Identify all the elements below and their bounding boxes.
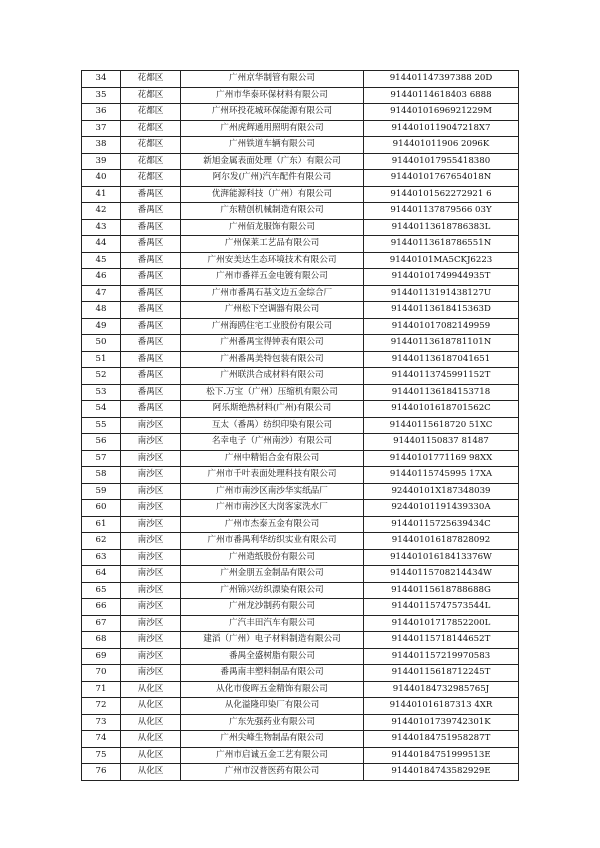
row-number-cell: 62 xyxy=(82,533,121,550)
company-name-cell: 广州市番祥五金电镀有限公司 xyxy=(181,269,364,286)
credit-code-cell: 91440101739742301K xyxy=(364,714,519,731)
row-number-cell: 70 xyxy=(82,665,121,682)
row-number-cell: 59 xyxy=(82,483,121,500)
credit-code-cell: 91440101749944935T xyxy=(364,269,519,286)
company-name-cell: 广州安美达生态环境技术有限公司 xyxy=(181,252,364,269)
row-number-cell: 49 xyxy=(82,318,121,335)
row-number-cell: 65 xyxy=(82,582,121,599)
company-name-cell: 广州市汉普医药有限公司 xyxy=(181,764,364,781)
row-number-cell: 74 xyxy=(82,731,121,748)
credit-code-cell: 91440101618413376W xyxy=(364,549,519,566)
district-cell: 番禺区 xyxy=(121,351,181,368)
row-number-cell: 37 xyxy=(82,120,121,137)
table-row xyxy=(82,747,519,764)
table-row xyxy=(82,417,519,434)
credit-code-cell: 91440115718144652T xyxy=(364,632,519,649)
credit-code-cell: 914401147397388 20D xyxy=(364,71,519,88)
row-number-cell: 50 xyxy=(82,335,121,352)
row-number-cell: 40 xyxy=(82,170,121,187)
row-number-cell: 45 xyxy=(82,252,121,269)
credit-code-cell: 914401016187313 4XR xyxy=(364,698,519,715)
credit-code-cell: 91440114618403 6888 xyxy=(364,87,519,104)
company-name-cell: 广汽丰田汽车有限公司 xyxy=(181,615,364,632)
company-name-cell: 广州市南沙区大岗客家洗水厂 xyxy=(181,500,364,517)
company-name-cell: 广州京华制管有限公司 xyxy=(181,71,364,88)
district-cell: 南沙区 xyxy=(121,632,181,649)
company-name-cell: 广州市番禺利华纺织实业有限公司 xyxy=(181,533,364,550)
table-row xyxy=(82,681,519,698)
credit-code-cell: 91440184732985765J xyxy=(364,681,519,698)
row-number-cell: 52 xyxy=(82,368,121,385)
table-row xyxy=(82,632,519,649)
row-number-cell: 75 xyxy=(82,747,121,764)
district-cell: 南沙区 xyxy=(121,483,181,500)
credit-code-cell: 91440115745995 17XA xyxy=(364,467,519,484)
row-number-cell: 38 xyxy=(82,137,121,154)
credit-code-cell: 91440184751958287T xyxy=(364,731,519,748)
row-number-cell: 64 xyxy=(82,566,121,583)
row-number-cell: 72 xyxy=(82,698,121,715)
credit-code-cell: 914401017955418380 xyxy=(364,153,519,170)
credit-code-cell: 91440101771169 98XX xyxy=(364,450,519,467)
company-name-cell: 广东先强药业有限公司 xyxy=(181,714,364,731)
credit-code-cell: 91440115618720 51XC xyxy=(364,417,519,434)
district-cell: 南沙区 xyxy=(121,450,181,467)
district-cell: 从化区 xyxy=(121,747,181,764)
row-number-cell: 67 xyxy=(82,615,121,632)
district-cell: 番禺区 xyxy=(121,384,181,401)
table-row xyxy=(82,549,519,566)
credit-code-cell: 91440101562272921 6 xyxy=(364,186,519,203)
company-name-cell: 广州市番禺石基文边五金综合厂 xyxy=(181,285,364,302)
table-row xyxy=(82,186,519,203)
district-cell: 花都区 xyxy=(121,120,181,137)
credit-code-cell: 91440115618712245T xyxy=(364,665,519,682)
credit-code-cell: 91440113618786383L xyxy=(364,219,519,236)
row-number-cell: 55 xyxy=(82,417,121,434)
row-number-cell: 69 xyxy=(82,648,121,665)
credit-code-cell: 91440115725639434C xyxy=(364,516,519,533)
credit-code-cell: 914401016187828092 xyxy=(364,533,519,550)
row-number-cell: 63 xyxy=(82,549,121,566)
district-cell: 南沙区 xyxy=(121,500,181,517)
row-number-cell: 41 xyxy=(82,186,121,203)
table-row xyxy=(82,137,519,154)
district-cell: 番禺区 xyxy=(121,285,181,302)
table-row xyxy=(82,714,519,731)
table-row xyxy=(82,665,519,682)
table-row xyxy=(82,384,519,401)
district-cell: 番禺区 xyxy=(121,335,181,352)
credit-code-cell: 91440101618701562C xyxy=(364,401,519,418)
credit-code-cell: 914401011906 2096K xyxy=(364,137,519,154)
row-number-cell: 46 xyxy=(82,269,121,286)
row-number-cell: 58 xyxy=(82,467,121,484)
credit-code-cell: 91440113191438127U xyxy=(364,285,519,302)
credit-code-cell: 91440113618786551N xyxy=(364,236,519,253)
row-number-cell: 35 xyxy=(82,87,121,104)
company-name-cell: 广州松下空调器有限公司 xyxy=(181,302,364,319)
company-name-cell: 广州中精铝合金有限公司 xyxy=(181,450,364,467)
table-row xyxy=(82,170,519,187)
row-number-cell: 54 xyxy=(82,401,121,418)
row-number-cell: 61 xyxy=(82,516,121,533)
credit-code-cell: 91440101767654018N xyxy=(364,170,519,187)
company-name-cell: 广州尖峰生物制品有限公司 xyxy=(181,731,364,748)
company-name-cell: 优湃能源科技（广州）有限公司 xyxy=(181,186,364,203)
table-row xyxy=(82,87,519,104)
company-name-cell: 广州联洪合成材料有限公司 xyxy=(181,368,364,385)
table-row xyxy=(82,120,519,137)
district-cell: 南沙区 xyxy=(121,516,181,533)
table-row xyxy=(82,599,519,616)
row-number-cell: 56 xyxy=(82,434,121,451)
table-row xyxy=(82,236,519,253)
credit-code-cell: 91440113618781101N xyxy=(364,335,519,352)
credit-code-cell: 91440184743582929E xyxy=(364,764,519,781)
district-cell: 南沙区 xyxy=(121,434,181,451)
district-cell: 从化区 xyxy=(121,731,181,748)
table-row xyxy=(82,582,519,599)
enterprise-list-table xyxy=(81,70,519,781)
table-row xyxy=(82,731,519,748)
credit-code-cell: 91440115747573544L xyxy=(364,599,519,616)
company-name-cell: 广州市千叶表面处理科技有限公司 xyxy=(181,467,364,484)
table-row xyxy=(82,302,519,319)
table-row xyxy=(82,450,519,467)
district-cell: 从化区 xyxy=(121,764,181,781)
company-name-cell: 广州龙沙制药有限公司 xyxy=(181,599,364,616)
row-number-cell: 76 xyxy=(82,764,121,781)
table-row xyxy=(82,500,519,517)
table-row xyxy=(82,203,519,220)
district-cell: 番禺区 xyxy=(121,318,181,335)
company-name-cell: 从化溢隆印染厂有限公司 xyxy=(181,698,364,715)
table-row xyxy=(82,483,519,500)
row-number-cell: 43 xyxy=(82,219,121,236)
row-number-cell: 34 xyxy=(82,71,121,88)
district-cell: 南沙区 xyxy=(121,582,181,599)
table-row xyxy=(82,648,519,665)
district-cell: 番禺区 xyxy=(121,203,181,220)
district-cell: 南沙区 xyxy=(121,417,181,434)
company-name-cell: 广州佰龙服饰有限公司 xyxy=(181,219,364,236)
district-cell: 番禺区 xyxy=(121,302,181,319)
credit-code-cell: 92440101191439330A xyxy=(364,500,519,517)
table-row xyxy=(82,153,519,170)
row-number-cell: 42 xyxy=(82,203,121,220)
company-name-cell: 广州市启诚五金工艺有限公司 xyxy=(181,747,364,764)
company-name-cell: 新旭金属表面处理（广东）有限公司 xyxy=(181,153,364,170)
table-row xyxy=(82,615,519,632)
company-name-cell: 广州市南沙区南沙华实纸品厂 xyxy=(181,483,364,500)
district-cell: 南沙区 xyxy=(121,665,181,682)
company-name-cell: 广州番禺宝得钟表有限公司 xyxy=(181,335,364,352)
district-cell: 番禺区 xyxy=(121,236,181,253)
district-cell: 花都区 xyxy=(121,170,181,187)
table-body xyxy=(82,71,519,781)
company-name-cell: 建滔（广州）电子材料制造有限公司 xyxy=(181,632,364,649)
company-name-cell: 番禺全盛树脂有限公司 xyxy=(181,648,364,665)
company-name-cell: 互太（番禺）纺织印染有限公司 xyxy=(181,417,364,434)
table-row xyxy=(82,467,519,484)
credit-code-cell: 91440113745991152T xyxy=(364,368,519,385)
row-number-cell: 36 xyxy=(82,104,121,121)
table-row xyxy=(82,71,519,88)
district-cell: 花都区 xyxy=(121,153,181,170)
company-name-cell: 番禺南丰塑料制品有限公司 xyxy=(181,665,364,682)
table-row xyxy=(82,698,519,715)
company-name-cell: 广州造纸股份有限公司 xyxy=(181,549,364,566)
credit-code-cell: 914401157219970583 xyxy=(364,648,519,665)
company-name-cell: 广东精创机械制造有限公司 xyxy=(181,203,364,220)
table-row xyxy=(82,104,519,121)
row-number-cell: 47 xyxy=(82,285,121,302)
table-row xyxy=(82,219,519,236)
table-row xyxy=(82,318,519,335)
row-number-cell: 53 xyxy=(82,384,121,401)
table-row xyxy=(82,401,519,418)
credit-code-cell: 914401150837 81487 xyxy=(364,434,519,451)
company-name-cell: 广州金朋五金制品有限公司 xyxy=(181,566,364,583)
table-row xyxy=(82,764,519,781)
credit-code-cell: 914401017082149959 xyxy=(364,318,519,335)
table-row xyxy=(82,285,519,302)
district-cell: 花都区 xyxy=(121,104,181,121)
district-cell: 花都区 xyxy=(121,71,181,88)
district-cell: 南沙区 xyxy=(121,566,181,583)
row-number-cell: 57 xyxy=(82,450,121,467)
district-cell: 南沙区 xyxy=(121,533,181,550)
district-cell: 南沙区 xyxy=(121,549,181,566)
credit-code-cell: 92440101X187348039 xyxy=(364,483,519,500)
company-name-cell: 广州铁道车辆有限公司 xyxy=(181,137,364,154)
district-cell: 番禺区 xyxy=(121,219,181,236)
district-cell: 从化区 xyxy=(121,681,181,698)
district-cell: 南沙区 xyxy=(121,467,181,484)
company-name-cell: 松下.万宝（广州）压缩机有限公司 xyxy=(181,384,364,401)
table-row xyxy=(82,434,519,451)
table-row xyxy=(82,533,519,550)
table-row xyxy=(82,351,519,368)
credit-code-cell: 914401137879566 03Y xyxy=(364,203,519,220)
row-number-cell: 73 xyxy=(82,714,121,731)
credit-code-cell: 91440115618788688G xyxy=(364,582,519,599)
company-name-cell: 名幸电子（广州南沙）有限公司 xyxy=(181,434,364,451)
district-cell: 番禺区 xyxy=(121,401,181,418)
company-name-cell: 广州环投花城环保能源有限公司 xyxy=(181,104,364,121)
table-row xyxy=(82,335,519,352)
credit-code-cell: 91440101696921229M xyxy=(364,104,519,121)
company-name-cell: 阿乐斯绝热材料(广州)有限公司 xyxy=(181,401,364,418)
row-number-cell: 44 xyxy=(82,236,121,253)
district-cell: 南沙区 xyxy=(121,599,181,616)
credit-code-cell: 91440101717852200L xyxy=(364,615,519,632)
row-number-cell: 71 xyxy=(82,681,121,698)
table-row xyxy=(82,269,519,286)
district-cell: 从化区 xyxy=(121,714,181,731)
company-name-cell: 从化市俊晖五金精饰有限公司 xyxy=(181,681,364,698)
credit-code-cell: 9144010119047218X7 xyxy=(364,120,519,137)
company-name-cell: 广州锦兴纺织漂染有限公司 xyxy=(181,582,364,599)
credit-code-cell: 914401136184153718 xyxy=(364,384,519,401)
district-cell: 南沙区 xyxy=(121,615,181,632)
company-name-cell: 广州保莱工艺品有限公司 xyxy=(181,236,364,253)
district-cell: 花都区 xyxy=(121,137,181,154)
table-row xyxy=(82,516,519,533)
row-number-cell: 66 xyxy=(82,599,121,616)
credit-code-cell: 91440101MA5CKJ6223 xyxy=(364,252,519,269)
credit-code-cell: 914401136187041651 xyxy=(364,351,519,368)
district-cell: 南沙区 xyxy=(121,648,181,665)
row-number-cell: 39 xyxy=(82,153,121,170)
company-name-cell: 广州市华泰环保材料有限公司 xyxy=(181,87,364,104)
company-name-cell: 广州番禺美特包装有限公司 xyxy=(181,351,364,368)
row-number-cell: 51 xyxy=(82,351,121,368)
row-number-cell: 68 xyxy=(82,632,121,649)
credit-code-cell: 91440184751999513E xyxy=(364,747,519,764)
company-name-cell: 广州市杰泰五金有限公司 xyxy=(181,516,364,533)
district-cell: 从化区 xyxy=(121,698,181,715)
credit-code-cell: 91440115708214434W xyxy=(364,566,519,583)
district-cell: 番禺区 xyxy=(121,368,181,385)
district-cell: 番禺区 xyxy=(121,252,181,269)
district-cell: 花都区 xyxy=(121,87,181,104)
row-number-cell: 60 xyxy=(82,500,121,517)
company-name-cell: 广州海鸥住宅工业股份有限公司 xyxy=(181,318,364,335)
district-cell: 番禺区 xyxy=(121,186,181,203)
table-row xyxy=(82,566,519,583)
credit-code-cell: 91440113618415363D xyxy=(364,302,519,319)
company-name-cell: 阿尔发(广州)汽车配件有限公司 xyxy=(181,170,364,187)
table-row xyxy=(82,252,519,269)
row-number-cell: 48 xyxy=(82,302,121,319)
table-row xyxy=(82,368,519,385)
company-name-cell: 广州虎辉通用照明有限公司 xyxy=(181,120,364,137)
district-cell: 番禺区 xyxy=(121,269,181,286)
